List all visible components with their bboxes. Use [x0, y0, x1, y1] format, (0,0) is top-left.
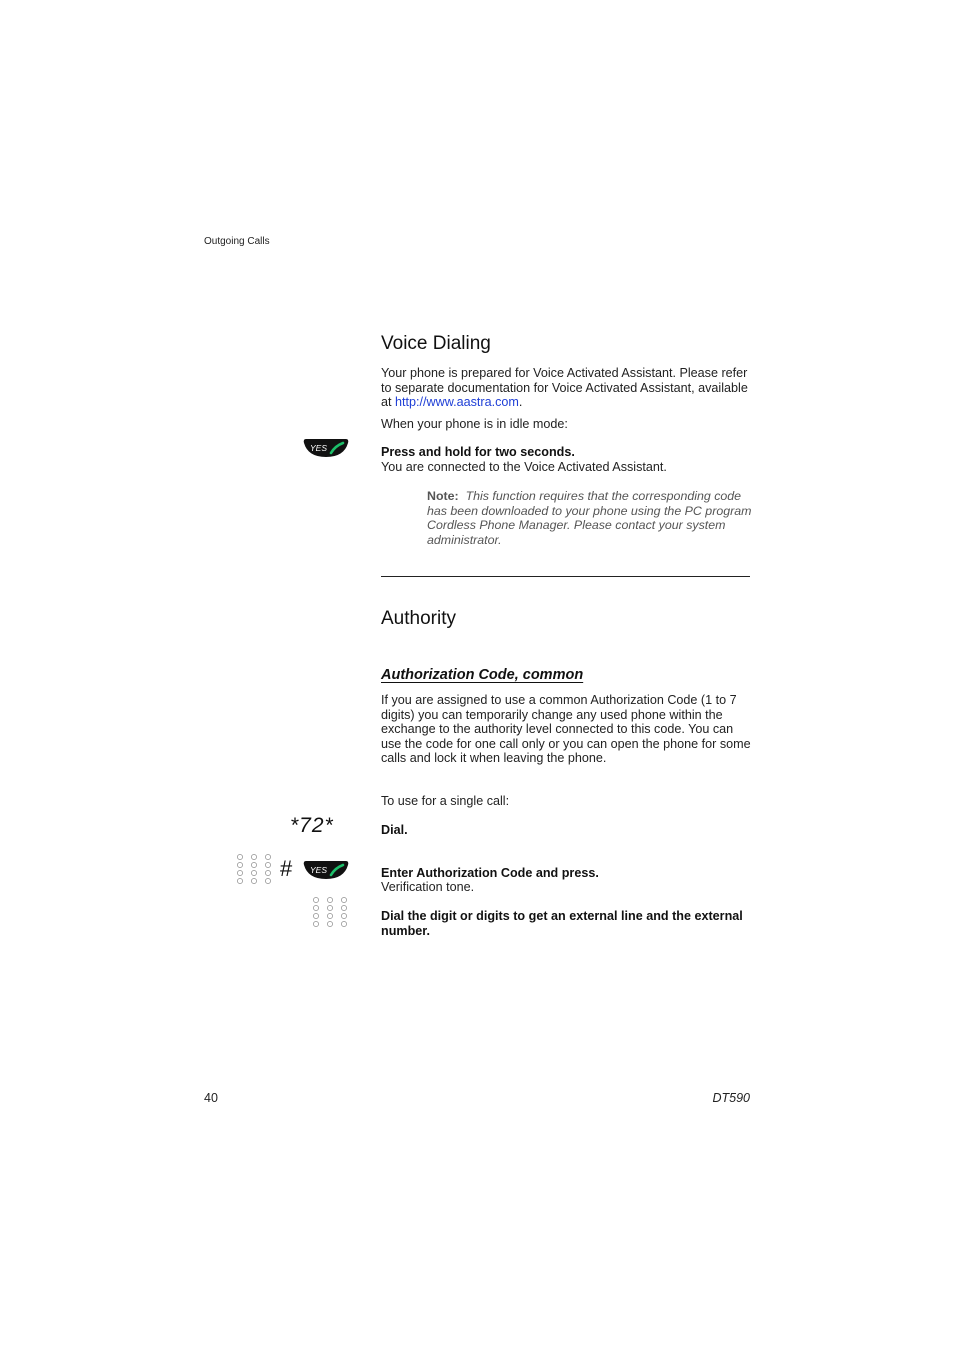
section-title-voice-dialing: Voice Dialing	[381, 333, 491, 354]
yes-key-icon	[303, 438, 349, 458]
verification-tone-text: Verification tone.	[381, 880, 475, 894]
section-divider	[381, 576, 750, 577]
external-line-instruction: Dial the digit or digits to get an external line and the external number.	[381, 909, 743, 938]
press-hold-instruction: Press and hold for two seconds.	[381, 445, 575, 459]
enter-code-instruction: Enter Authorization Code and press.	[381, 866, 599, 880]
note-text: This function requires that the corresponding code has been downloaded to your phone using the PC program Cordless Phone Manager. Please contact your system administrator.	[427, 489, 752, 547]
dial-code-keys: *72*	[290, 814, 334, 837]
model-name: DT590	[712, 1091, 750, 1105]
idle-mode-text: When your phone is in idle mode:	[381, 417, 568, 431]
yes-key-label: YES	[310, 865, 328, 875]
page-number: 40	[204, 1091, 218, 1105]
yes-key-icon	[303, 860, 349, 880]
single-call-text: To use for a single call:	[381, 794, 510, 808]
yes-key-label: YES	[310, 443, 328, 453]
keypad-icon	[233, 853, 275, 885]
note-label: Note:	[427, 489, 459, 503]
authorization-code-body: If you are assigned to use a common Authorization Code (1 to 7 digits) you can temporarily change any used phone within the exchange to the authority level connected to this code. You can use the code for one call only or you can open the phone for some calls and lock it when leaving the phone.	[381, 693, 751, 766]
note-block	[427, 489, 752, 547]
section-title-authority: Authority	[381, 608, 456, 629]
connected-text: You are connected to the Voice Activated Assistant.	[381, 460, 667, 474]
subsection-title-authorization-code: Authorization Code, common	[381, 667, 584, 683]
aastra-link[interactable]: http://www.aastra.com	[395, 395, 519, 410]
running-header: Outgoing Calls	[204, 236, 270, 247]
hash-key-icon: #	[280, 856, 293, 881]
keypad-icon	[309, 896, 351, 928]
voice-dialing-intro: Your phone is prepared for Voice Activated Assistant. Please refer to separate documentation for Voice Activated Assistant, available at http://www.aastra.com.	[381, 366, 748, 410]
dial-instruction: Dial.	[381, 823, 408, 837]
